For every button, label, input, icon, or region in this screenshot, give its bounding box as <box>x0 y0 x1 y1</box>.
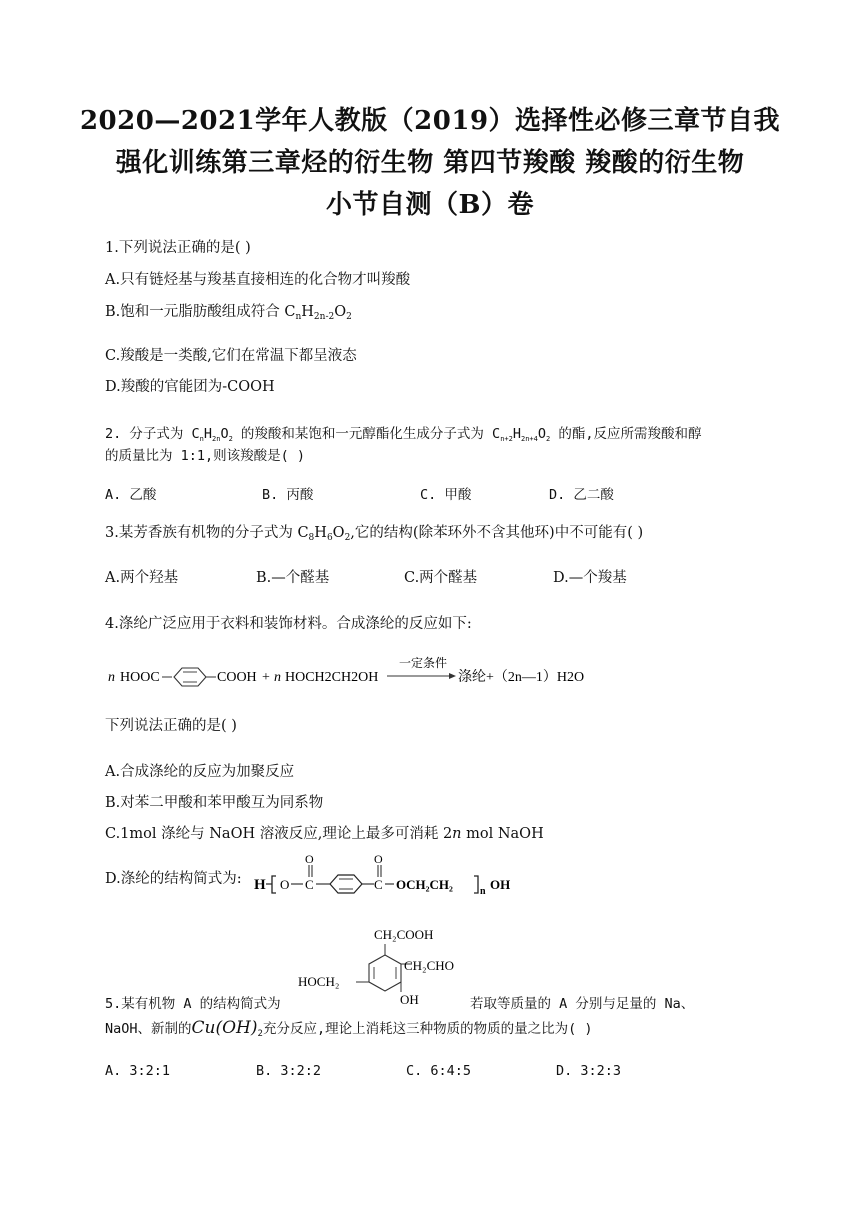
q5-option-a: A. 3:2:1 <box>105 1063 171 1079</box>
polyester-o1: O <box>280 877 290 892</box>
reaction-n2: n <box>274 670 281 685</box>
reaction-cooh: COOH <box>217 670 257 685</box>
polyester-tail: OCH₂CH₂ <box>396 877 453 892</box>
q2-option-b: B. 丙酸 <box>262 487 314 503</box>
title-line-3: 小节自测（B）卷 <box>326 190 534 220</box>
struct-ch2cooh: CH₂COOH <box>374 927 434 942</box>
reaction-hooc: HOOC <box>120 670 160 685</box>
reaction-n1: n <box>108 670 115 685</box>
q5-option-c: C. 6:4:5 <box>406 1063 472 1079</box>
q1-option-d: D.羧酸的官能团为-COOH <box>105 379 275 395</box>
q2-option-a: A. 乙酸 <box>105 487 157 503</box>
q3-option-b: B.—个醛基 <box>256 570 330 586</box>
reaction-product: 涤纶+（2n—1）H2O <box>458 670 585 685</box>
reaction-plus: + <box>262 670 270 685</box>
q4-reaction-equation <box>104 650 604 692</box>
q5-stem-part-1: 5.某有机物 A 的结构简式为 <box>105 996 281 1012</box>
polyester-n: n <box>480 886 486 897</box>
title-line-1: 2020—2021学年人教版（2019）选择性必修三章节自我 <box>79 106 781 136</box>
benzene-ring-icon <box>330 875 362 893</box>
q5-stem-line-2: NaOH、新制的$Cu(OH)_2$充分反应,理论上消耗这三种物质的物质的量之比为( ) <box>105 1018 593 1039</box>
q3-option-d: D.—个羧基 <box>553 570 627 586</box>
polyester-o-top2: O <box>374 852 383 866</box>
polyester-h: H <box>254 877 266 893</box>
struct-oh: OH <box>400 992 419 1007</box>
q2-stem-line-2: 的质量比为 1:1,则该羧酸是( ) <box>105 448 306 464</box>
polyester-oh: OH <box>490 877 511 892</box>
q4-option-c: C.1mol 涤纶与 NaOH 溶液反应,理论上最多可消耗 2n mol NaOH <box>105 826 544 842</box>
q4-option-a: A.合成涤纶的反应为加聚反应 <box>105 764 295 780</box>
compound-a-structure <box>292 924 492 1010</box>
q2-option-d: D. 乙二酸 <box>549 487 614 503</box>
polyester-structure <box>250 852 520 897</box>
q5-option-b: B. 3:2:2 <box>256 1063 322 1079</box>
q5-stem-part-2: 若取等质量的 A 分别与足量的 Na、 <box>470 996 695 1012</box>
q1-stem: 1.下列说法正确的是( ) <box>105 240 251 256</box>
q1-option-b: B.饱和一元脂肪酸组成符合 $C_nH_{2n-2}O_2$ <box>105 304 352 322</box>
q5-option-d: D. 3:2:3 <box>556 1063 622 1079</box>
document-title <box>70 100 790 226</box>
q2-option-c: C. 甲酸 <box>420 487 472 503</box>
q3-stem: 3.某芳香族有机物的分子式为 $C_8H_6O_2$,它的结构(除苯环外不含其他环)中不可能有( ) <box>105 525 644 543</box>
polyester-c1: C <box>305 877 314 892</box>
title-line-2: 强化训练第三章烃的衍生物 第四节羧酸 羧酸的衍生物 <box>115 148 745 178</box>
q4-stem: 4.涤纶广泛应用于衣料和装饰材料。合成涤纶的反应如下: <box>105 616 472 632</box>
struct-hoch2: HOCH₂ <box>298 974 340 989</box>
reaction-condition: 一定条件 <box>399 656 448 670</box>
polyester-c2: C <box>374 877 383 892</box>
struct-ch2cho: CH₂CHO <box>404 958 455 973</box>
q2-stem-line-1: 2. 分子式为 $C_nH_{2n}O_2$ 的羧酸和某饱和一元醇酯化生成分子式为 $C_{n+2}H_{2n+4}O_2$ 的酯,反应所需羧酸和醇 <box>105 426 702 443</box>
q4-option-d: D.涤纶的结构简式为: <box>105 871 242 887</box>
benzene-ring-icon <box>174 668 206 686</box>
q1-option-a: A.只有链烃基与羧基直接相连的化合物才叫羧酸 <box>105 272 411 288</box>
q3-option-a: A.两个羟基 <box>105 570 179 586</box>
q1-option-c: C.羧酸是一类酸,它们在常温下都呈液态 <box>105 348 357 364</box>
reaction-glycol: HOCH2CH2OH <box>285 670 379 685</box>
q4-sub-stem: 下列说法正确的是( ) <box>105 718 237 734</box>
q4-option-b: B.对苯二甲酸和苯甲酸互为同系物 <box>105 795 324 811</box>
polyester-o-top1: O <box>305 852 314 866</box>
q3-option-c: C.两个醛基 <box>404 570 478 586</box>
